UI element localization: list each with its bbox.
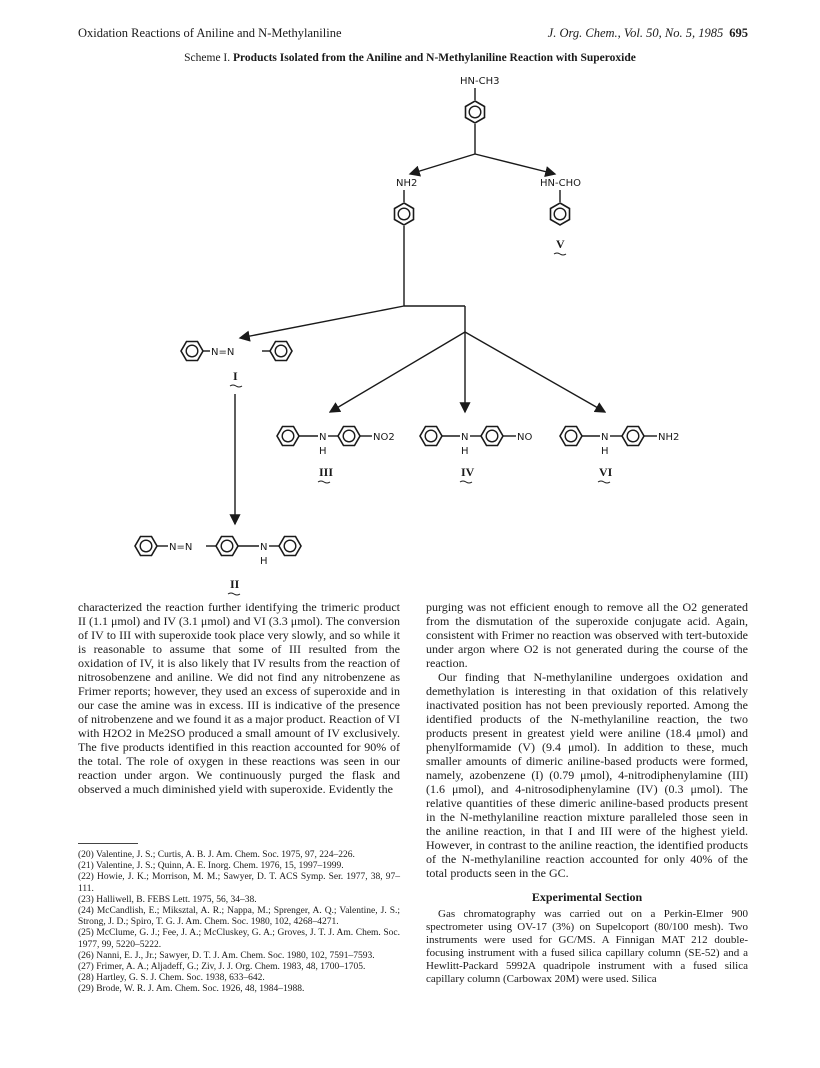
reference-23: (23) Halliwell, B. FEBS Lett. 1975, 56, 34–38. — [78, 894, 257, 905]
benzene-ring-VI-left — [560, 427, 582, 446]
label-aniline: NH2 — [396, 178, 418, 189]
benzene-ring-II-a — [135, 537, 157, 556]
benzene-ring-III-right — [338, 427, 360, 446]
label-nitro: NO2 — [373, 432, 395, 443]
reference-27: (27) Frimer, A. A.; Aljadeff, G.; Ziv, J. J. Org. Chem. 1983, 48, 1700–1705. — [78, 962, 366, 973]
label-IV-H: H — [461, 446, 469, 457]
references-rule — [78, 843, 138, 844]
reference-24: (24) McCandlish, E.; Miksztal, A. R.; Nappa, M.; Sprenger, A. Q.; Valentine, J. S.; Strong, J. D.; Spiro, T. G. J. Am. Chem. Soc. 1980, 102, 4268–4271. — [78, 906, 400, 928]
reference-22: (22) Howie, J. K.; Morrison, M. M.; Sawyer, D. T. ACS Symp. Ser. 1977, 38, 97–111. — [78, 872, 400, 894]
label-azo-II: N=N — [169, 542, 193, 553]
benzene-ring-II-c — [279, 537, 301, 556]
label-IV-N: N — [461, 432, 469, 443]
benzene-ring-start — [466, 101, 485, 123]
benzene-ring-VI-right — [622, 427, 644, 446]
compound-number-II: II — [230, 577, 240, 591]
references-list — [78, 850, 400, 996]
compound-number-III: III — [319, 465, 334, 479]
running-head — [78, 26, 748, 42]
left-column — [78, 600, 400, 796]
benzene-ring-II-b — [216, 537, 238, 556]
left-paragraph-1: characterized the reaction further identifying the trimeric product II (1.1 μmol) and IV (3.1 μmol) and VI (3.3 μmol). The conversion of IV to III with superoxide took place very slowly, and so while it is reasonable to assume that some of III resulted from the oxidation of IV, it is also likely that IV results from the reaction of nitrosobenzene and aniline. We did not find any nitrobenzene as Frimer reports; however, they used an excess of superoxide and in our case the amine was in excess. III is indicative of the presence of nitrobenzene and we found it as a major product. Reaction of VI with H2O2 in Me2SO produced a small amount of IV exclusively. The five products identified in this reaction accounted for 90% of the total. The role of oxygen in these reactions was seen in our reaction under argon. We continuously purged the flask and observed a much diminished yield with superoxide. Evidently the — [78, 600, 401, 796]
right-paragraph-1: purging was not efficient enough to remove all the O2 generated from the dismutation of the superoxide conjugate acid. Again, consistent with Frimer no reaction was observed with tert-butoxide under argon where O2 is not generated during the course of the reaction. — [426, 600, 748, 670]
benzene-ring-aniline — [395, 203, 414, 225]
label-nitroso: NO — [517, 432, 533, 443]
label-III-H: H — [319, 446, 327, 457]
reaction-scheme — [0, 62, 820, 598]
benzene-ring-IV-right — [481, 427, 503, 446]
compound-number-I: I — [233, 369, 238, 383]
benzene-ring-IV-left — [420, 427, 442, 446]
reference-20: (20) Valentine, J. S.; Curtis, A. B. J. Am. Chem. Soc. 1975, 97, 224–226. — [78, 850, 355, 860]
benzene-ring-azo-left — [181, 342, 203, 361]
right-paragraph-2: Our finding that N-methylaniline undergoes oxidation and demethylation is interesting in that oxidation of this relatively inactivated position has not been previously reported. Among the identified products of the N-methylaniline reaction, the two products present in greatest yield were aniline (18.4 μmol) and phenylformamide (V) (9.4 μmol). In addition to these, much smaller amounts of dimeric aniline-based products were formed, namely, azobenzene (I) (0.79 μmol), 4-nitrodiphenylamine (III) (1.6 μmol), and 4-nitrosodiphenylamine (IV) (0.3 μmol). The relative quantities of these dimeric aniline-based products present in the N-methylaniline reaction mixture paralleled those seen in the aniline reaction, in that I and III were of the highest yield. However, in contrast to the aniline reaction, the identified products of the N-methylaniline reaction accounted for only 40% of the total products seen in the GC. — [426, 670, 748, 880]
benzene-ring-formamide — [551, 203, 570, 225]
label-formamide: HN-CHO — [540, 178, 581, 189]
reference-21: (21) Valentine, J. S.; Quinn, A. E. Inorg. Chem. 1976, 15, 1997–1999. — [78, 861, 344, 872]
reference-26: (26) Nanni, E. J., Jr.; Sawyer, D. T. J. Am. Chem. Soc. 1980, 102, 7591–7593. — [78, 950, 375, 961]
label-VI-H: H — [601, 446, 609, 457]
label-amine: NH2 — [658, 432, 680, 443]
reference-28: (28) Hartley, G. S. J. Chem. Soc. 1938, 633–642. — [78, 973, 265, 984]
label-II-N: N — [260, 542, 268, 553]
label-VI-N: N — [601, 432, 609, 443]
reference-25: (25) McClume, G. J.; Fee, J. A.; McCluskey, G. A.; Groves, J. T. J. Am. Chem. Soc. 1977, 99, 5220–5222. — [78, 928, 400, 950]
scheme-title: Products Isolated from the Aniline and N-Methylaniline Reaction with Superoxide — [233, 52, 636, 64]
label-start: HN-CH3 — [460, 76, 500, 87]
benzene-ring-azo-right — [270, 342, 292, 361]
section-heading-experimental: Experimental Section — [531, 890, 643, 904]
right-column — [426, 600, 748, 986]
experimental-paragraph: Gas chromatography was carried out on a Perkin-Elmer 900 spectrometer using OV-17 (3%) on Supelcoport (80/100 mesh). Two instruments were used for GC/MS. A Finnigan MAT 212 double-focusing instrument with a fused silica capillary column (SE-52) and a Hewlitt-Packard 5992A quadripole instrument with a fused silica capillary column (Carbowax 20M) were used. Silica — [426, 908, 748, 985]
journal-citation: J. Org. Chem., Vol. 50, No. 5, 1985 — [547, 26, 724, 40]
compound-number-V: V — [556, 237, 565, 251]
running-head-journal — [548, 26, 748, 41]
running-head-title: Oxidation Reactions of Aniline and N-Methylaniline — [78, 26, 342, 40]
scheme-label: Scheme I. — [184, 52, 231, 64]
benzene-ring-III-left — [277, 427, 299, 446]
compound-number-VI: VI — [599, 465, 613, 479]
label-azo-I: N=N — [211, 347, 235, 358]
compound-number-IV: IV — [461, 465, 475, 479]
label-II-H: H — [260, 556, 268, 567]
page-number: 695 — [729, 26, 748, 40]
reference-29: (29) Brode, W. R. J. Am. Chem. Soc. 1926, 48, 1984–1988. — [78, 984, 305, 995]
label-III-N: N — [319, 432, 327, 443]
